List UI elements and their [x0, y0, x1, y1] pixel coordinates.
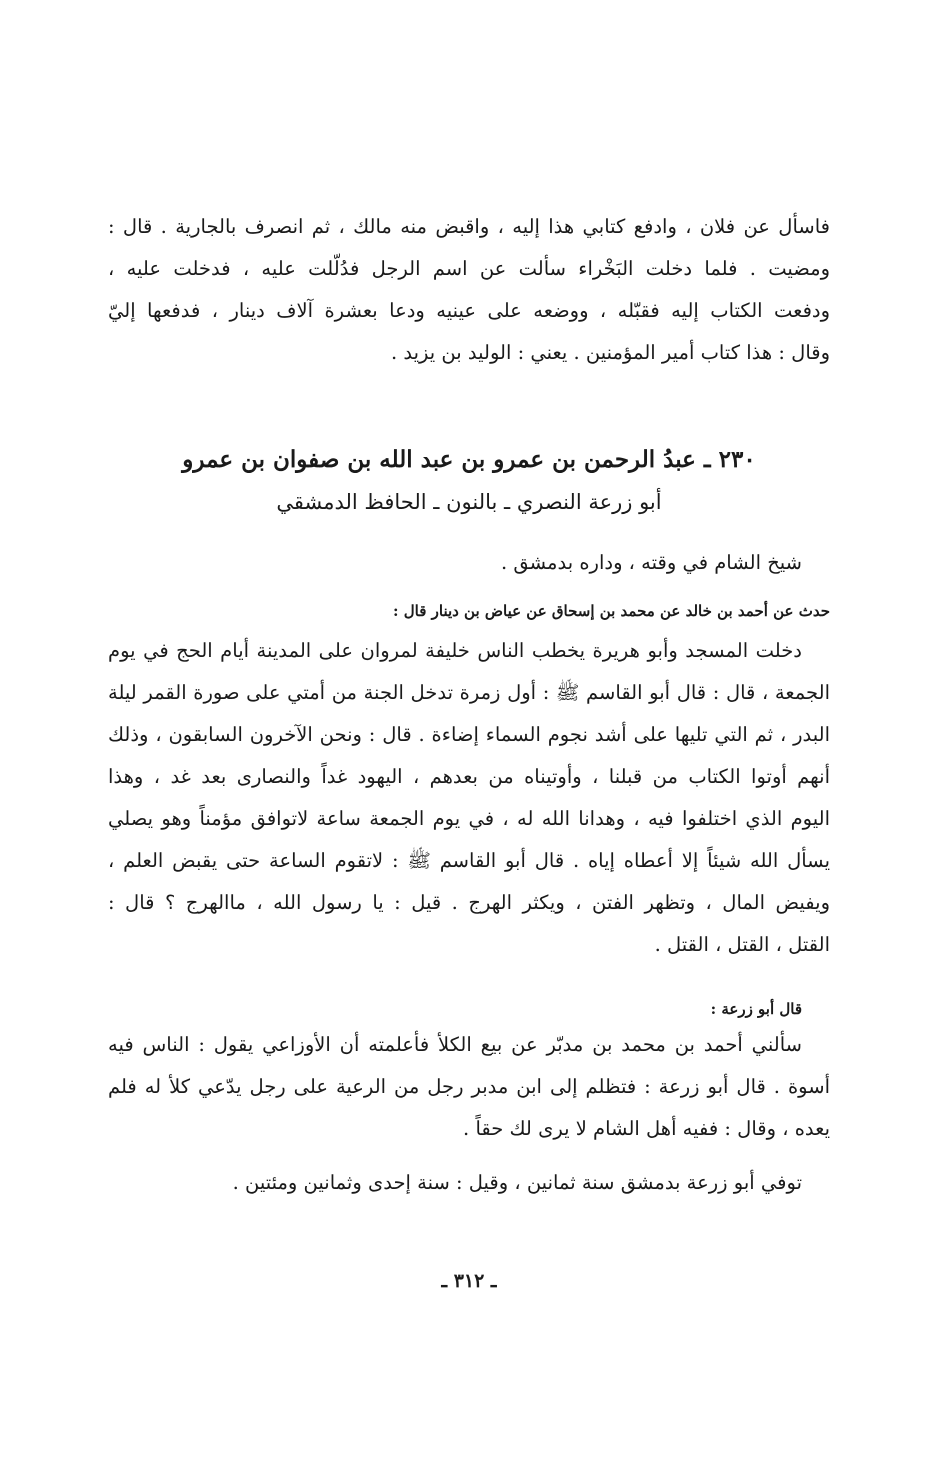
abu-zura-label-block — [108, 992, 830, 1026]
page-number: ـ ٣١٢ ـ — [441, 1270, 497, 1292]
text-line: أسوة . قال أبو زرعة : فتظلم إلى ابن مدبر رجل من الرعية على رجل يدّعي كلأ له فلم — [108, 1075, 830, 1098]
hadith-paragraph — [108, 630, 830, 966]
abu-zura-label: قال أبو زرعة : — [710, 1000, 802, 1018]
entry-subheading: أبو زرعة النصري ـ بالنون ـ الحافظ الدمشقي — [276, 490, 662, 514]
intro-line: شيخ الشام في وقته ، وداره بدمشق . — [500, 551, 802, 574]
text-line: يسأل الله شيئاً إلا أعطاه إياه . قال أبو القاسم ﷺ : لاتقوم الساعة حتى يقبض العلم ، — [108, 849, 830, 872]
abu-zura-paragraph — [108, 1024, 830, 1150]
text-line: فاسأل عن فلان ، وادفع كتابي هذا إليه ، واقبض منه مالك ، ثم انصرف بالجارية . قال : — [108, 215, 830, 238]
text-line: سألني أحمد بن محمد بن مدبّر عن بيع الكلأ فأعلمته أن الأوزاعي يقول : الناس فيه — [108, 1033, 802, 1056]
entry-heading-block — [108, 438, 830, 522]
top-paragraph — [108, 206, 830, 374]
text-line: ومضيت . فلما دخلت البَخْراء سألت عن اسم الرجل فدُلّلت عليه ، فدخلت عليه ، — [108, 257, 830, 280]
text-line: ودفعت الكتاب إليه فقبّله ، ووضعه على عينيه ودعا بعشرة آلاف دينار ، فدفعها إليّ — [108, 299, 830, 322]
isnad-line: حدث عن أحمد بن خالد عن محمد بن إسحاق عن عياض بن دينار قال : — [393, 602, 830, 620]
isnad — [108, 594, 830, 628]
text-line: ويفيض المال ، وتظهر الفتن ، ويكثر الهرج . قيل : يا رسول الله ، ماالهرج ؟ قال : — [108, 891, 830, 914]
death-line: توفي أبو زرعة بدمشق سنة ثمانين ، وقيل : سنة إحدى وثمانين ومئتين . — [232, 1171, 802, 1194]
text-line: أنهم أوتوا الكتاب من قبلنا ، وأوتيناه من بعدهم ، اليهود غداً والنصارى بعد غد ، وهذا — [108, 765, 830, 788]
text-line: القتل ، القتل ، القتل . — [654, 933, 830, 956]
text-line: وقال : هذا كتاب أمير المؤمنين . يعني : الوليد بن يزيد . — [390, 341, 830, 364]
text-line: الجمعة ، قال : قال أبو القاسم ﷺ : أول زمرة تدخل الجنة من أمتي على صورة القمر ليلة — [108, 681, 830, 704]
text-line: اليوم الذي اختلفوا فيه ، وهدانا الله له ، في يوم الجمعة ساعة لاتوافق مؤمناً وهو يصلي — [108, 807, 830, 830]
entry-heading: ٢٣٠ ـ عبدُ الرحمن بن عمرو بن عبد الله بن صفوان بن عمرو — [182, 446, 756, 473]
text-line: دخلت المسجد وأبو هريرة يخطب الناس خليفة لمروان على المدينة أيام الحج في يوم — [108, 639, 802, 662]
text-line: يعده ، وقال : ففيه أهل الشام لا يرى لك حقاً . — [463, 1117, 830, 1140]
text-line: البدر ، ثم التي تليها على أشد نجوم السماء إضاءة . قال : ونحن الآخرون السابقون ، وذلك — [108, 723, 830, 746]
death-paragraph — [108, 1162, 830, 1204]
intro — [108, 542, 830, 584]
